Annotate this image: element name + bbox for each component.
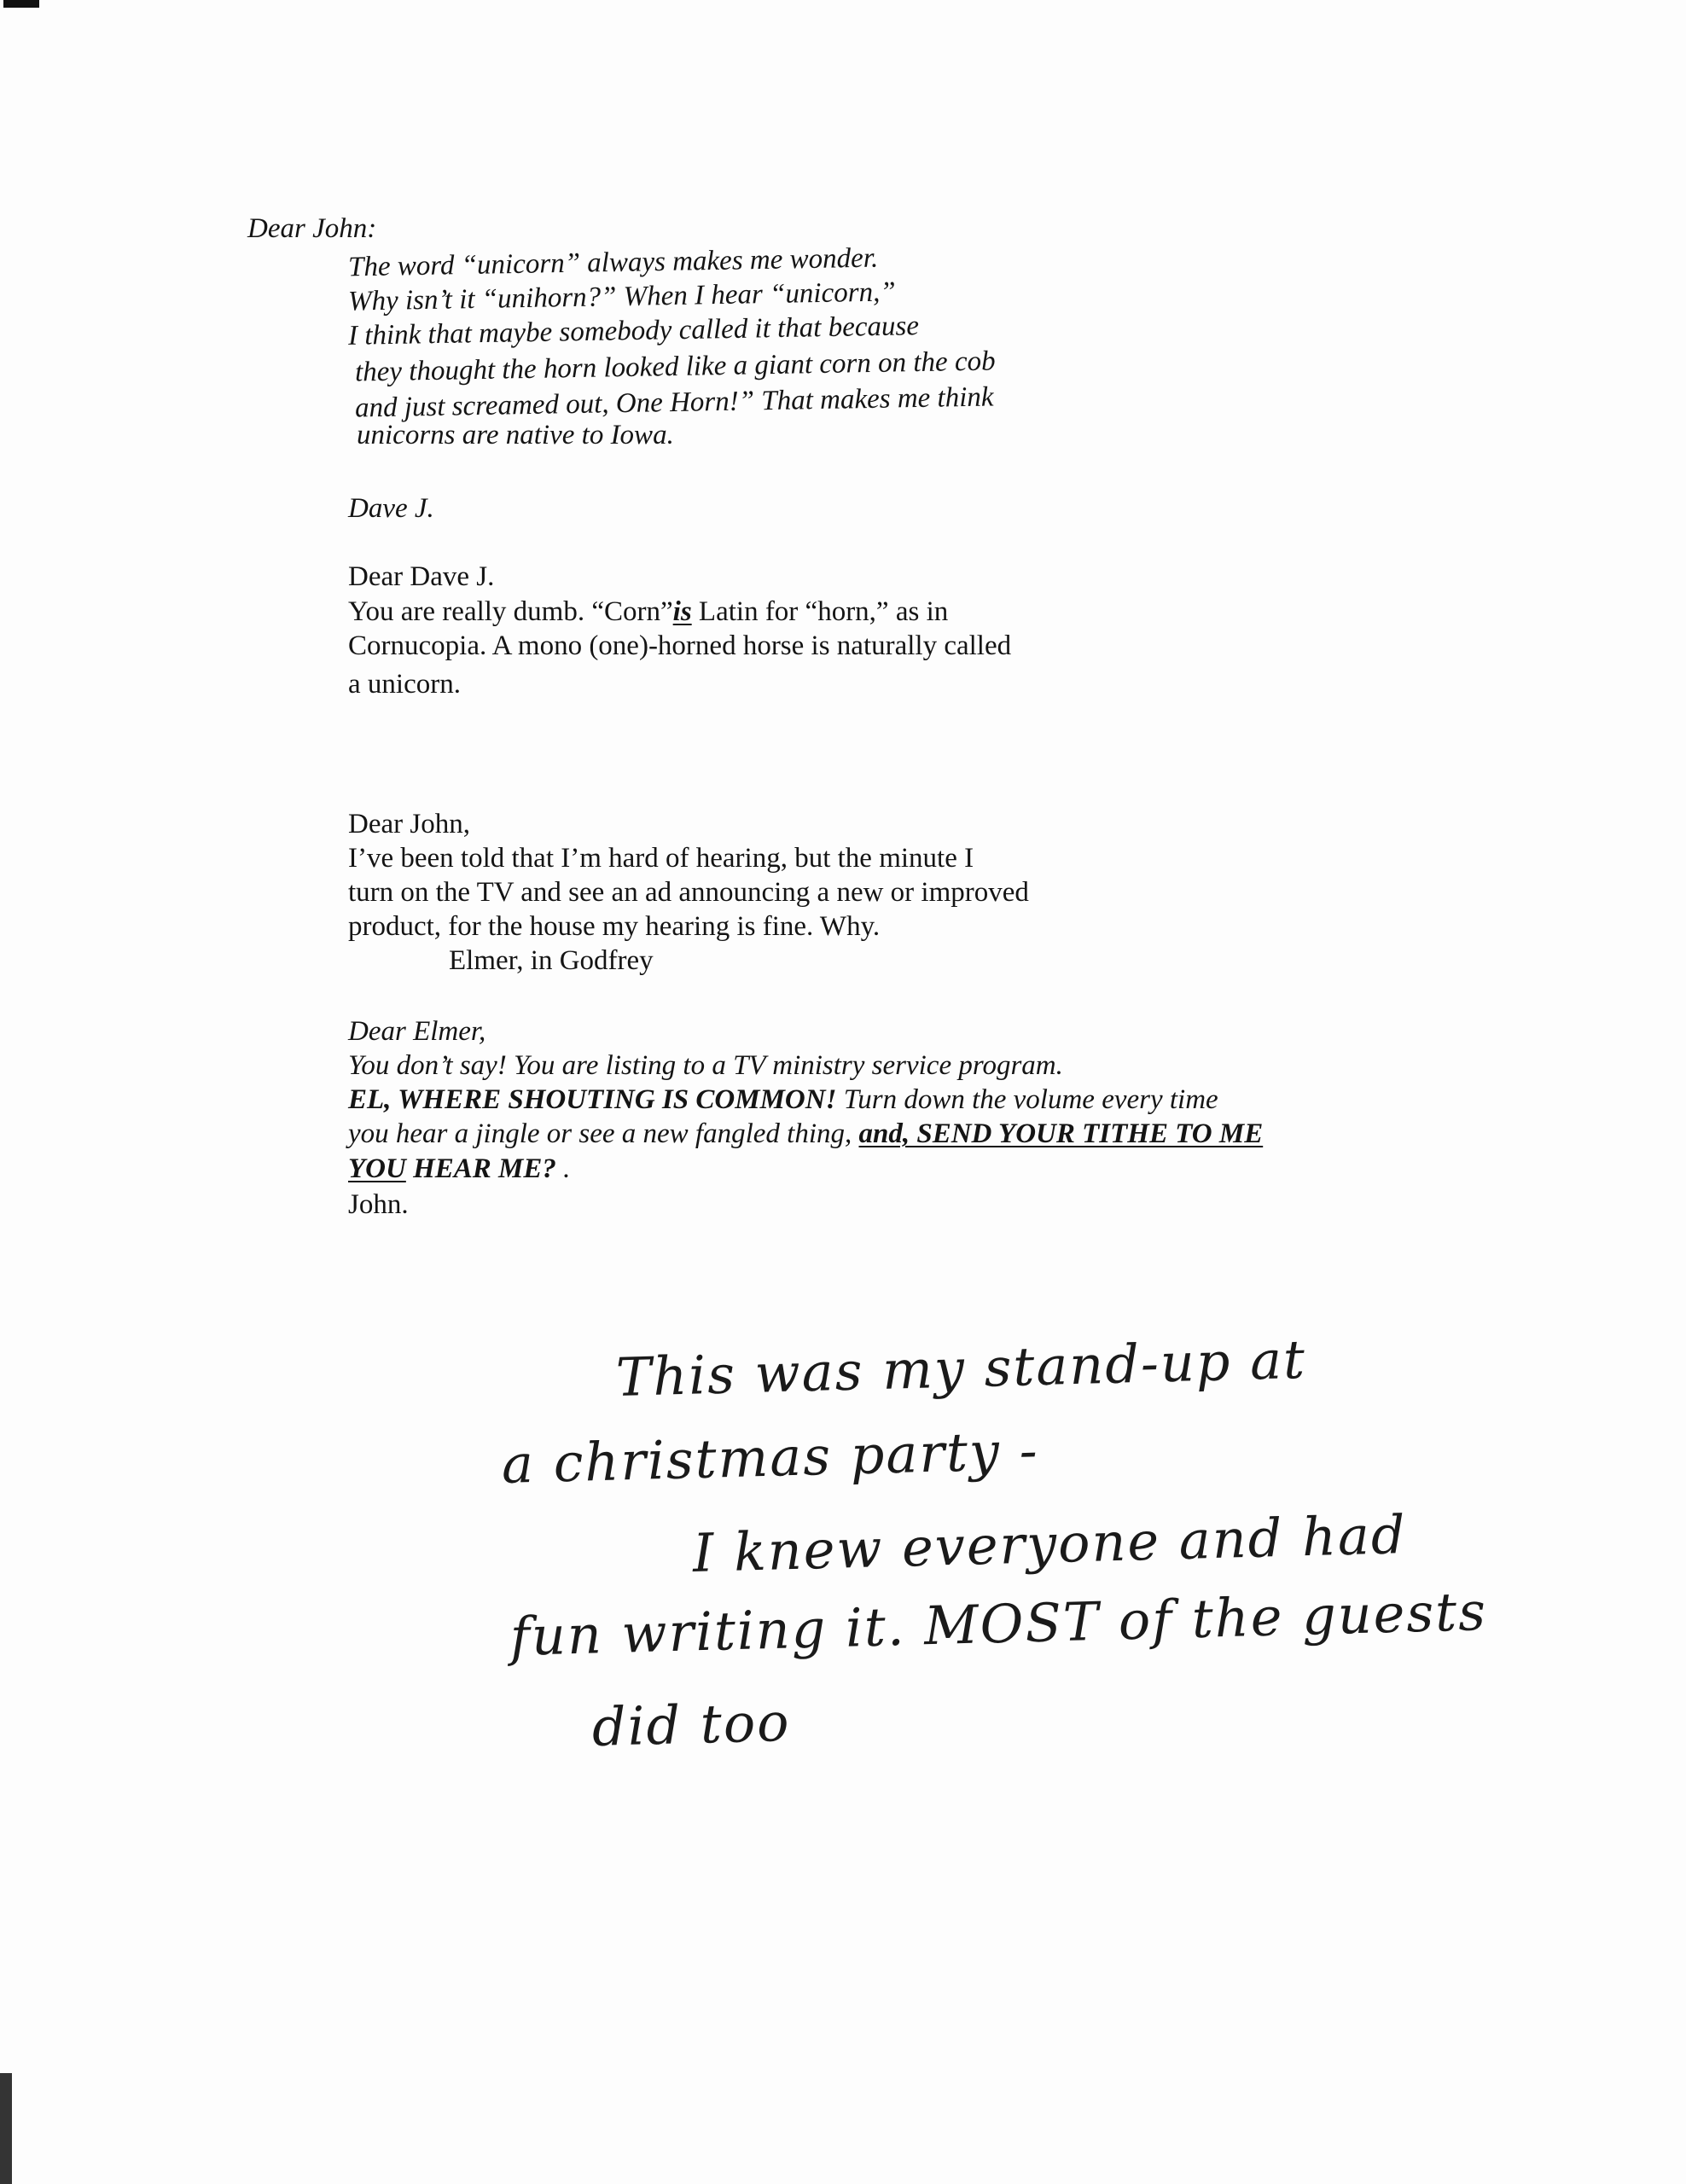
reply2-shout: EL, WHERE SHOUTING IS COMMON! bbox=[348, 1084, 837, 1115]
reply1-line-pre: You are really dumb. “Corn” bbox=[348, 596, 673, 627]
letter1-line: and just screamed out, One Horn!” That makes me think bbox=[354, 381, 994, 424]
letter2-salutation: Dear John, bbox=[348, 809, 470, 839]
reply2-line-rest: . bbox=[555, 1153, 571, 1184]
reply2-salutation: Dear Elmer, bbox=[348, 1016, 486, 1047]
reply2-tithe-demand: and, SEND YOUR TITHE TO ME bbox=[858, 1118, 1264, 1149]
letter2-line: product, for the house my hearing is fine. Why. bbox=[348, 911, 881, 942]
letter2-line: I’ve been told that I’m hard of hearing, but the minute I bbox=[348, 843, 974, 874]
reply1-line: Cornucopia. A mono (one)-horned horse is naturally called bbox=[348, 630, 1012, 661]
reply2-line: You don’t say! You are listing to a TV ministry service program. bbox=[348, 1050, 1063, 1081]
handwritten-note-line: I knew everyone and had bbox=[692, 1503, 1408, 1584]
reply1-line-post: Latin for “horn,” as in bbox=[691, 596, 949, 627]
handwritten-note-line: fun writing it. MOST of the guests bbox=[509, 1580, 1488, 1668]
reply2-line bbox=[348, 1152, 570, 1186]
handwritten-note-line: a christmas party - bbox=[501, 1419, 1040, 1496]
reply2-signature: John. bbox=[348, 1189, 409, 1220]
letter1-signature: Dave J. bbox=[348, 493, 434, 524]
handwritten-note-line: did too bbox=[591, 1690, 792, 1758]
reply2-line-rest: Turn down the volume every time bbox=[836, 1084, 1218, 1115]
reply2-line-pre: you hear a jingle or see a new fangled thing, bbox=[348, 1118, 859, 1149]
handwritten-note-line: This was my stand-up at bbox=[615, 1327, 1307, 1409]
letter1-line: unicorns are native to Iowa. bbox=[357, 420, 674, 450]
letter1-line: I think that maybe somebody called it that because bbox=[347, 311, 920, 351]
reply1-line: a unicorn. bbox=[348, 669, 461, 700]
reply1-salutation: Dear Dave J. bbox=[348, 561, 495, 592]
reply2-you: YOU bbox=[348, 1153, 406, 1184]
letter1-line: The word “unicorn” always makes me wonder. bbox=[347, 242, 879, 283]
letter1-line: Why isn’t it “unihorn?” When I hear “unicorn,” bbox=[347, 276, 896, 317]
reply2-line bbox=[348, 1083, 1218, 1117]
reply1-line bbox=[348, 595, 948, 629]
reply2-line bbox=[348, 1117, 1263, 1151]
scan-speck-bottom bbox=[0, 2073, 12, 2184]
letter2-signature: Elmer, in Godfrey bbox=[449, 945, 654, 976]
letter1-salutation: Dear John: bbox=[247, 213, 377, 244]
reply1-emphasis: is bbox=[672, 596, 692, 627]
letter2-line: turn on the TV and see an ad announcing a new or improved bbox=[348, 877, 1029, 908]
letter1-line: they thought the horn looked like a giant corn on the cob bbox=[354, 346, 996, 388]
reply2-hear-me: HEAR ME? bbox=[405, 1153, 556, 1184]
scan-speck-top bbox=[3, 0, 39, 8]
